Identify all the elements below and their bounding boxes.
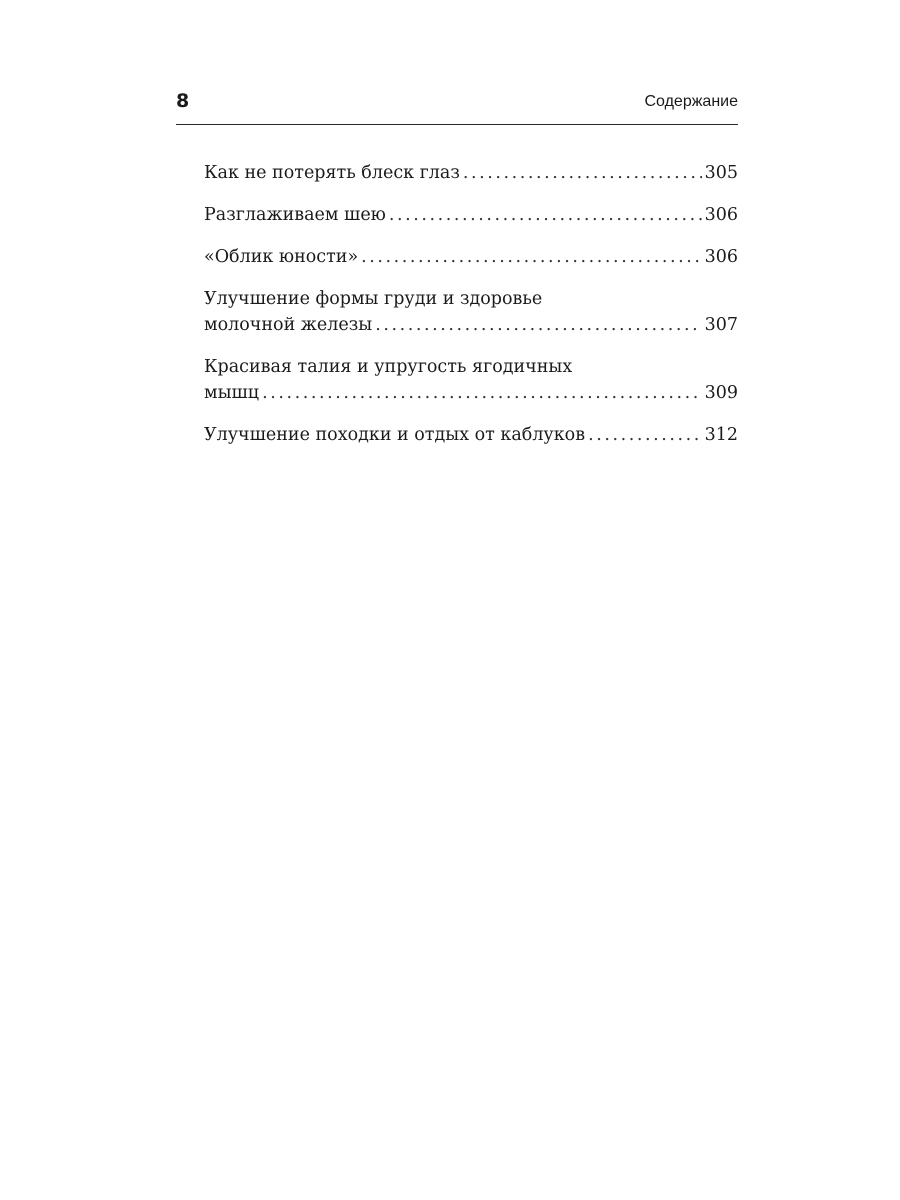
toc-entry-title: «Облик юности» [204,247,359,267]
dot-leader [588,422,702,448]
toc-entry-title: молочной железы [204,315,373,335]
dot-leader [262,380,702,406]
toc-entry-line [204,422,738,448]
toc-entry-title: Разглаживаем шею [204,205,386,225]
toc-entry-line [204,160,738,186]
toc-entry-title-line: Улучшение формы груди и здоровье [204,289,543,309]
page-header [176,88,738,125]
dot-leader [463,160,702,186]
toc-entry [204,244,738,270]
table-of-contents [204,160,738,464]
page-number: 8 [176,90,190,112]
dot-leader [389,202,702,228]
toc-entry-title: мышц [204,383,260,403]
toc-entry-page: 305 [704,163,738,183]
toc-entry-title: Как не потерять блеск глаз [204,163,460,183]
dot-leader [361,244,701,270]
toc-entry-page: 306 [704,205,738,225]
toc-entry-page: 309 [704,383,738,403]
toc-entry-line [204,312,738,338]
toc-entry-page: 307 [704,315,738,335]
toc-entry-line [204,380,738,406]
toc-entry [204,354,738,406]
toc-entry-title-line: Красивая талия и упругость ягодичных [204,357,573,377]
toc-entry-page: 306 [704,247,738,267]
dot-leader [375,312,701,338]
toc-entry [204,286,738,338]
toc-entry-line [204,202,738,228]
toc-entry-title: Улучшение походки и отдых от каблуков [204,425,586,445]
running-head: Содержание [644,93,738,110]
toc-entry [204,422,738,448]
toc-entry [204,160,738,186]
toc-entry-line [204,244,738,270]
toc-entry [204,202,738,228]
toc-entry-page: 312 [704,425,738,445]
